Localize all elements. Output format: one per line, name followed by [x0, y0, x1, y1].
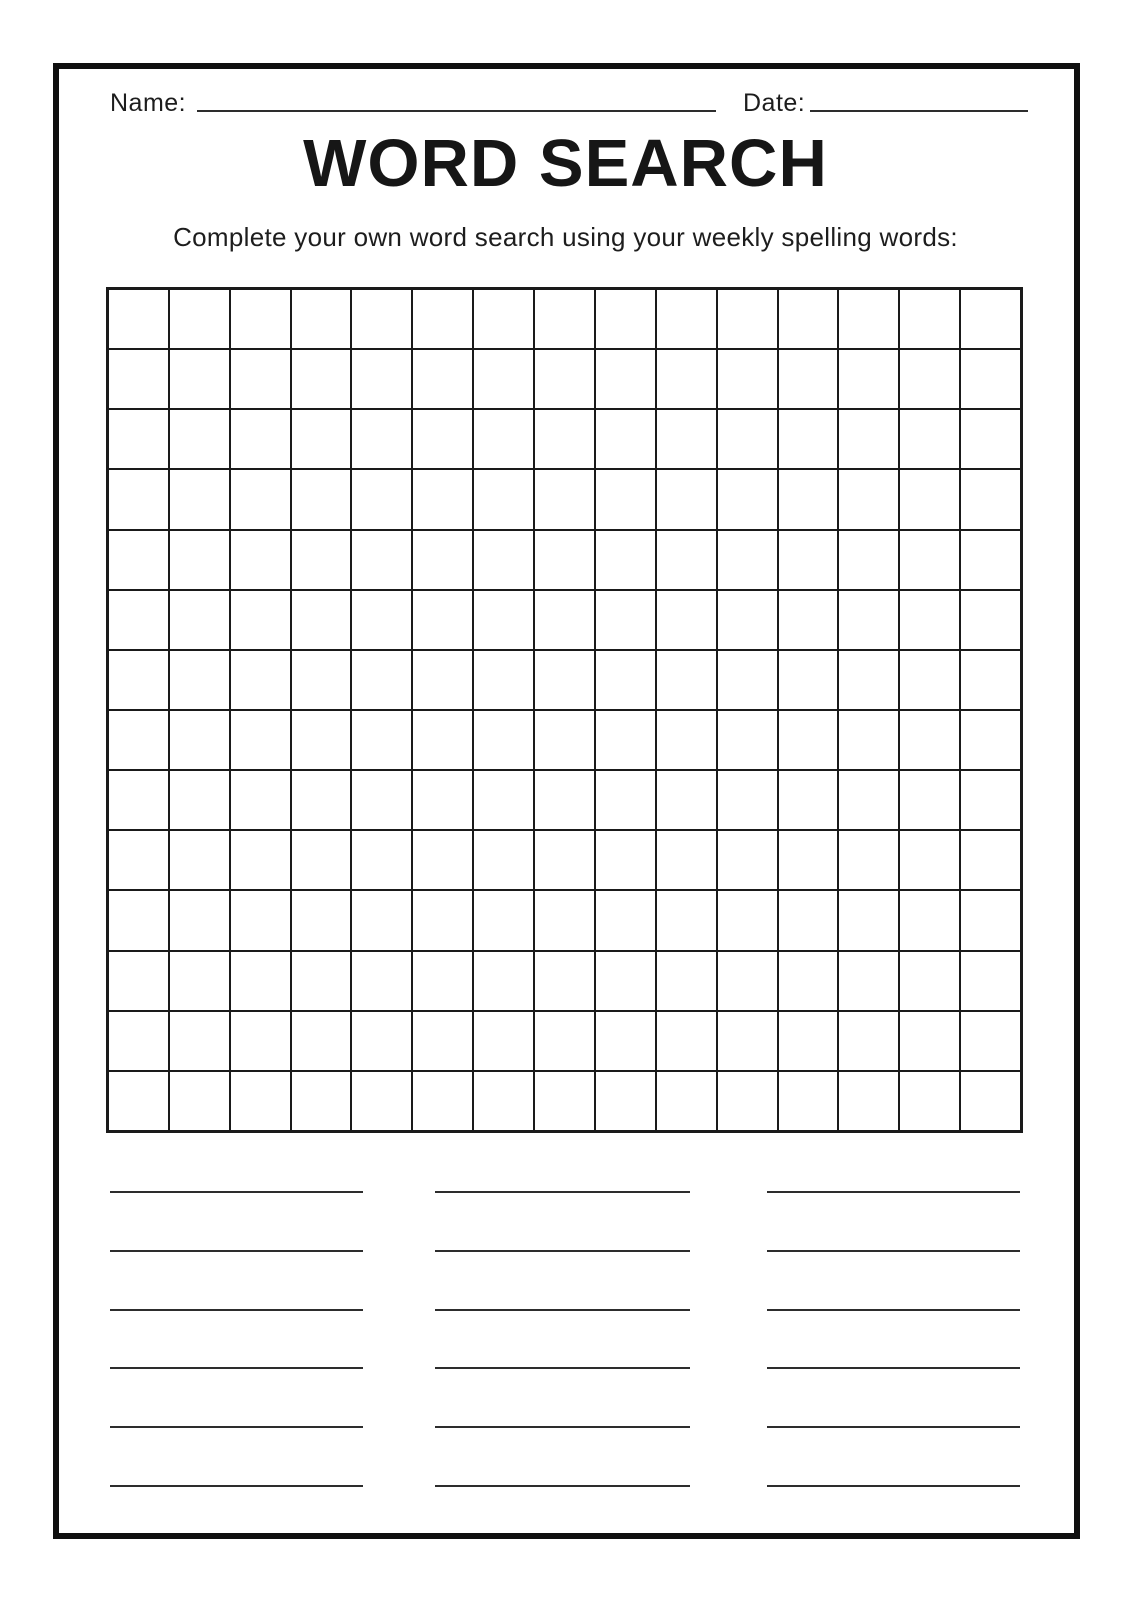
grid-cell[interactable] — [717, 1011, 778, 1071]
grid-cell[interactable] — [534, 650, 595, 710]
grid-cell[interactable] — [108, 830, 169, 890]
word-line-blank[interactable] — [767, 1426, 1020, 1428]
grid-cell[interactable] — [351, 830, 412, 890]
word-list-column — [110, 1191, 363, 1544]
grid-cell[interactable] — [412, 1071, 473, 1131]
grid-cell[interactable] — [230, 530, 291, 590]
grid-cell[interactable] — [108, 650, 169, 710]
grid-cell[interactable] — [595, 530, 656, 590]
grid-cell[interactable] — [291, 770, 352, 830]
grid-cell[interactable] — [291, 289, 352, 349]
grid-cell[interactable] — [412, 469, 473, 529]
grid-cell[interactable] — [838, 409, 899, 469]
grid-cell[interactable] — [169, 1071, 230, 1131]
grid-cell[interactable] — [778, 409, 839, 469]
grid-cell[interactable] — [230, 770, 291, 830]
grid-cell[interactable] — [108, 770, 169, 830]
grid-cell[interactable] — [656, 409, 717, 469]
grid-cell[interactable] — [534, 1011, 595, 1071]
grid-cell[interactable] — [960, 1071, 1021, 1131]
grid-cell[interactable] — [717, 710, 778, 770]
grid-cell[interactable] — [960, 1011, 1021, 1071]
instructions-text: Complete your own word search using your weekly spelling words: — [173, 222, 958, 252]
grid-cell[interactable] — [778, 289, 839, 349]
grid-cell[interactable] — [960, 289, 1021, 349]
grid-cell[interactable] — [412, 890, 473, 950]
grid-cell[interactable] — [595, 951, 656, 1011]
grid-cell[interactable] — [717, 650, 778, 710]
name-label: Name: — [110, 89, 187, 117]
grid-cell[interactable] — [778, 890, 839, 950]
grid-cell[interactable] — [230, 349, 291, 409]
word-list-column — [767, 1191, 1020, 1544]
date-label: Date: — [743, 89, 806, 117]
grid-cell[interactable] — [717, 289, 778, 349]
grid-cell[interactable] — [778, 770, 839, 830]
grid-cell[interactable] — [534, 530, 595, 590]
grid-cell[interactable] — [899, 409, 960, 469]
grid-cell[interactable] — [351, 770, 412, 830]
grid-cell[interactable] — [351, 951, 412, 1011]
grid-cell[interactable] — [473, 1071, 534, 1131]
grid-cell[interactable] — [595, 289, 656, 349]
grid-cell[interactable] — [108, 890, 169, 950]
grid-cell[interactable] — [778, 349, 839, 409]
grid-cell[interactable] — [291, 890, 352, 950]
grid-cell[interactable] — [291, 830, 352, 890]
grid-cell[interactable] — [838, 289, 899, 349]
grid-cell[interactable] — [230, 289, 291, 349]
page-title: WORD SEARCH — [303, 126, 828, 201]
grid-cell[interactable] — [108, 349, 169, 409]
grid-cell[interactable] — [291, 469, 352, 529]
grid-cell[interactable] — [534, 890, 595, 950]
grid-cell[interactable] — [778, 469, 839, 529]
grid-cell[interactable] — [717, 469, 778, 529]
grid-cell[interactable] — [899, 710, 960, 770]
grid-cell[interactable] — [108, 1071, 169, 1131]
grid-cell[interactable] — [169, 349, 230, 409]
grid-cell[interactable] — [656, 710, 717, 770]
grid-cell[interactable] — [960, 951, 1021, 1011]
grid-cell[interactable] — [534, 830, 595, 890]
grid-cell[interactable] — [595, 349, 656, 409]
grid-cell[interactable] — [351, 1011, 412, 1071]
grid-cell[interactable] — [656, 650, 717, 710]
word-line-blank[interactable] — [110, 1309, 363, 1311]
grid-cell[interactable] — [838, 469, 899, 529]
grid-cell[interactable] — [595, 710, 656, 770]
grid-cell[interactable] — [656, 890, 717, 950]
grid-cell[interactable] — [412, 830, 473, 890]
grid-cell[interactable] — [838, 951, 899, 1011]
grid-cell[interactable] — [960, 830, 1021, 890]
word-line-blank[interactable] — [435, 1367, 690, 1369]
grid-cell[interactable] — [899, 289, 960, 349]
grid-cell[interactable] — [778, 1071, 839, 1131]
grid-cell[interactable] — [473, 770, 534, 830]
grid-cell[interactable] — [960, 590, 1021, 650]
word-line-blank[interactable] — [435, 1250, 690, 1252]
grid-cell[interactable] — [656, 1071, 717, 1131]
grid-cell[interactable] — [169, 830, 230, 890]
grid-cell[interactable] — [412, 710, 473, 770]
grid-cell[interactable] — [351, 890, 412, 950]
grid-cell[interactable] — [291, 710, 352, 770]
grid-cell[interactable] — [412, 530, 473, 590]
grid-cell[interactable] — [778, 951, 839, 1011]
grid-cell[interactable] — [778, 1011, 839, 1071]
grid-cell[interactable] — [960, 770, 1021, 830]
word-line-blank[interactable] — [110, 1191, 363, 1193]
grid-cell[interactable] — [108, 289, 169, 349]
grid-cell[interactable] — [778, 650, 839, 710]
word-line-blank[interactable] — [767, 1250, 1020, 1252]
grid-cell[interactable] — [230, 650, 291, 710]
grid-cell[interactable] — [960, 710, 1021, 770]
word-line-blank[interactable] — [110, 1250, 363, 1252]
grid-cell[interactable] — [899, 349, 960, 409]
grid-cell[interactable] — [595, 830, 656, 890]
grid-cell[interactable] — [534, 770, 595, 830]
grid-cell[interactable] — [108, 710, 169, 770]
grid-cell[interactable] — [595, 650, 656, 710]
grid-cell[interactable] — [473, 469, 534, 529]
date-input-line[interactable] — [810, 110, 1028, 112]
grid-cell[interactable] — [169, 650, 230, 710]
grid-cell[interactable] — [412, 1011, 473, 1071]
grid-cell[interactable] — [838, 710, 899, 770]
grid-cell[interactable] — [291, 530, 352, 590]
grid-cell[interactable] — [656, 469, 717, 529]
grid-cell[interactable] — [230, 409, 291, 469]
grid-cell[interactable] — [230, 951, 291, 1011]
grid-cell[interactable] — [412, 349, 473, 409]
grid-cell[interactable] — [656, 590, 717, 650]
grid-cell[interactable] — [838, 1011, 899, 1071]
word-line-blank[interactable] — [767, 1309, 1020, 1311]
grid-cell[interactable] — [656, 830, 717, 890]
word-line-blank[interactable] — [767, 1485, 1020, 1487]
grid-cell[interactable] — [412, 409, 473, 469]
grid-cell[interactable] — [169, 1011, 230, 1071]
grid-cell[interactable] — [838, 530, 899, 590]
grid-cell[interactable] — [717, 1071, 778, 1131]
grid-cell[interactable] — [412, 770, 473, 830]
grid-cell[interactable] — [778, 830, 839, 890]
grid-cell[interactable] — [473, 349, 534, 409]
grid-cell[interactable] — [108, 409, 169, 469]
grid-cell[interactable] — [108, 1011, 169, 1071]
grid-cell[interactable] — [169, 289, 230, 349]
grid-cell[interactable] — [473, 951, 534, 1011]
grid-cell[interactable] — [595, 590, 656, 650]
word-line-blank[interactable] — [435, 1485, 690, 1487]
grid-cell[interactable] — [595, 770, 656, 830]
grid-cell[interactable] — [534, 1071, 595, 1131]
grid-cell[interactable] — [351, 650, 412, 710]
grid-cell[interactable] — [717, 951, 778, 1011]
grid-cell[interactable] — [899, 530, 960, 590]
grid-cell[interactable] — [838, 349, 899, 409]
grid-cell[interactable] — [960, 890, 1021, 950]
word-line-blank[interactable] — [435, 1426, 690, 1428]
grid-cell[interactable] — [656, 770, 717, 830]
grid-cell[interactable] — [291, 349, 352, 409]
grid-cell[interactable] — [230, 469, 291, 529]
grid-cell[interactable] — [351, 289, 412, 349]
grid-cell[interactable] — [291, 951, 352, 1011]
word-line-blank[interactable] — [767, 1367, 1020, 1369]
word-line-blank[interactable] — [767, 1191, 1020, 1193]
grid-cell[interactable] — [534, 349, 595, 409]
grid-cell[interactable] — [473, 590, 534, 650]
grid-cell[interactable] — [291, 590, 352, 650]
grid-cell[interactable] — [169, 770, 230, 830]
grid-cell[interactable] — [351, 349, 412, 409]
grid-cell[interactable] — [899, 890, 960, 950]
grid-cell[interactable] — [230, 890, 291, 950]
grid-cell[interactable] — [595, 1071, 656, 1131]
grid-cell[interactable] — [717, 890, 778, 950]
grid-cell[interactable] — [169, 710, 230, 770]
grid-cell[interactable] — [960, 469, 1021, 529]
grid-cell[interactable] — [351, 409, 412, 469]
grid-cell[interactable] — [230, 590, 291, 650]
grid-cell[interactable] — [169, 530, 230, 590]
grid-cell[interactable] — [838, 890, 899, 950]
grid-cell[interactable] — [717, 530, 778, 590]
grid-cell[interactable] — [291, 1071, 352, 1131]
grid-cell[interactable] — [717, 590, 778, 650]
grid-cell[interactable] — [351, 1071, 412, 1131]
grid-cell[interactable] — [169, 951, 230, 1011]
grid-cell[interactable] — [169, 890, 230, 950]
grid-cell[interactable] — [899, 951, 960, 1011]
grid-cell[interactable] — [656, 530, 717, 590]
grid-cell[interactable] — [960, 530, 1021, 590]
grid-cell[interactable] — [291, 409, 352, 469]
grid-cell[interactable] — [656, 349, 717, 409]
grid-cell[interactable] — [778, 530, 839, 590]
grid-cell[interactable] — [656, 951, 717, 1011]
word-line-blank[interactable] — [110, 1485, 363, 1487]
word-search-grid — [106, 287, 1023, 1133]
grid-cell[interactable] — [473, 890, 534, 950]
grid-cell[interactable] — [108, 530, 169, 590]
grid-cell[interactable] — [108, 951, 169, 1011]
grid-cell[interactable] — [595, 409, 656, 469]
word-line-blank[interactable] — [435, 1191, 690, 1193]
grid-cell[interactable] — [899, 469, 960, 529]
word-line-blank[interactable] — [110, 1367, 363, 1369]
grid-cell[interactable] — [473, 530, 534, 590]
grid-cell[interactable] — [351, 710, 412, 770]
grid-cell[interactable] — [717, 409, 778, 469]
grid-cell[interactable] — [534, 710, 595, 770]
grid-cell[interactable] — [838, 590, 899, 650]
grid-cell[interactable] — [412, 650, 473, 710]
grid-cell[interactable] — [656, 289, 717, 349]
grid-cell[interactable] — [230, 1071, 291, 1131]
grid-cell[interactable] — [595, 469, 656, 529]
grid-cell[interactable] — [960, 650, 1021, 710]
grid-cell[interactable] — [595, 1011, 656, 1071]
grid-cell[interactable] — [899, 1071, 960, 1131]
grid-cell[interactable] — [899, 590, 960, 650]
grid-cell[interactable] — [534, 951, 595, 1011]
grid-cell[interactable] — [351, 590, 412, 650]
grid-cell[interactable] — [717, 349, 778, 409]
grid-cell[interactable] — [534, 289, 595, 349]
grid-cell[interactable] — [473, 830, 534, 890]
grid-cell[interactable] — [412, 289, 473, 349]
grid-cell[interactable] — [473, 650, 534, 710]
grid-cell[interactable] — [960, 409, 1021, 469]
grid-cell[interactable] — [595, 890, 656, 950]
grid-cell[interactable] — [838, 830, 899, 890]
grid-cell[interactable] — [169, 469, 230, 529]
grid-cell[interactable] — [899, 1011, 960, 1071]
grid-cell[interactable] — [778, 710, 839, 770]
grid-cell[interactable] — [230, 710, 291, 770]
grid-cell[interactable] — [534, 469, 595, 529]
grid-cell[interactable] — [412, 590, 473, 650]
grid-cell[interactable] — [778, 590, 839, 650]
word-line-blank[interactable] — [110, 1426, 363, 1428]
grid-cell[interactable] — [717, 830, 778, 890]
grid-cell[interactable] — [899, 650, 960, 710]
word-list-column — [435, 1191, 690, 1544]
grid-cell[interactable] — [656, 1011, 717, 1071]
grid-cell[interactable] — [717, 770, 778, 830]
grid-cell[interactable] — [230, 830, 291, 890]
grid-cell[interactable] — [291, 1011, 352, 1071]
grid-cell[interactable] — [838, 1071, 899, 1131]
grid-cell[interactable] — [899, 770, 960, 830]
grid-cell[interactable] — [473, 409, 534, 469]
grid-cell[interactable] — [473, 710, 534, 770]
grid-cell[interactable] — [838, 650, 899, 710]
grid-cell[interactable] — [473, 1011, 534, 1071]
grid-cell[interactable] — [108, 469, 169, 529]
name-input-line[interactable] — [197, 110, 716, 112]
grid-cell[interactable] — [838, 770, 899, 830]
grid-cell[interactable] — [534, 590, 595, 650]
grid-cell[interactable] — [169, 409, 230, 469]
grid-cell[interactable] — [351, 469, 412, 529]
grid-cell[interactable] — [169, 590, 230, 650]
word-line-blank[interactable] — [435, 1309, 690, 1311]
grid-cell[interactable] — [412, 951, 473, 1011]
grid-cell[interactable] — [291, 650, 352, 710]
grid-cell[interactable] — [108, 590, 169, 650]
grid-cell[interactable] — [351, 530, 412, 590]
grid-cell[interactable] — [534, 409, 595, 469]
grid-cell[interactable] — [230, 1011, 291, 1071]
grid-cell[interactable] — [473, 289, 534, 349]
grid-cell[interactable] — [899, 830, 960, 890]
grid-cell[interactable] — [960, 349, 1021, 409]
